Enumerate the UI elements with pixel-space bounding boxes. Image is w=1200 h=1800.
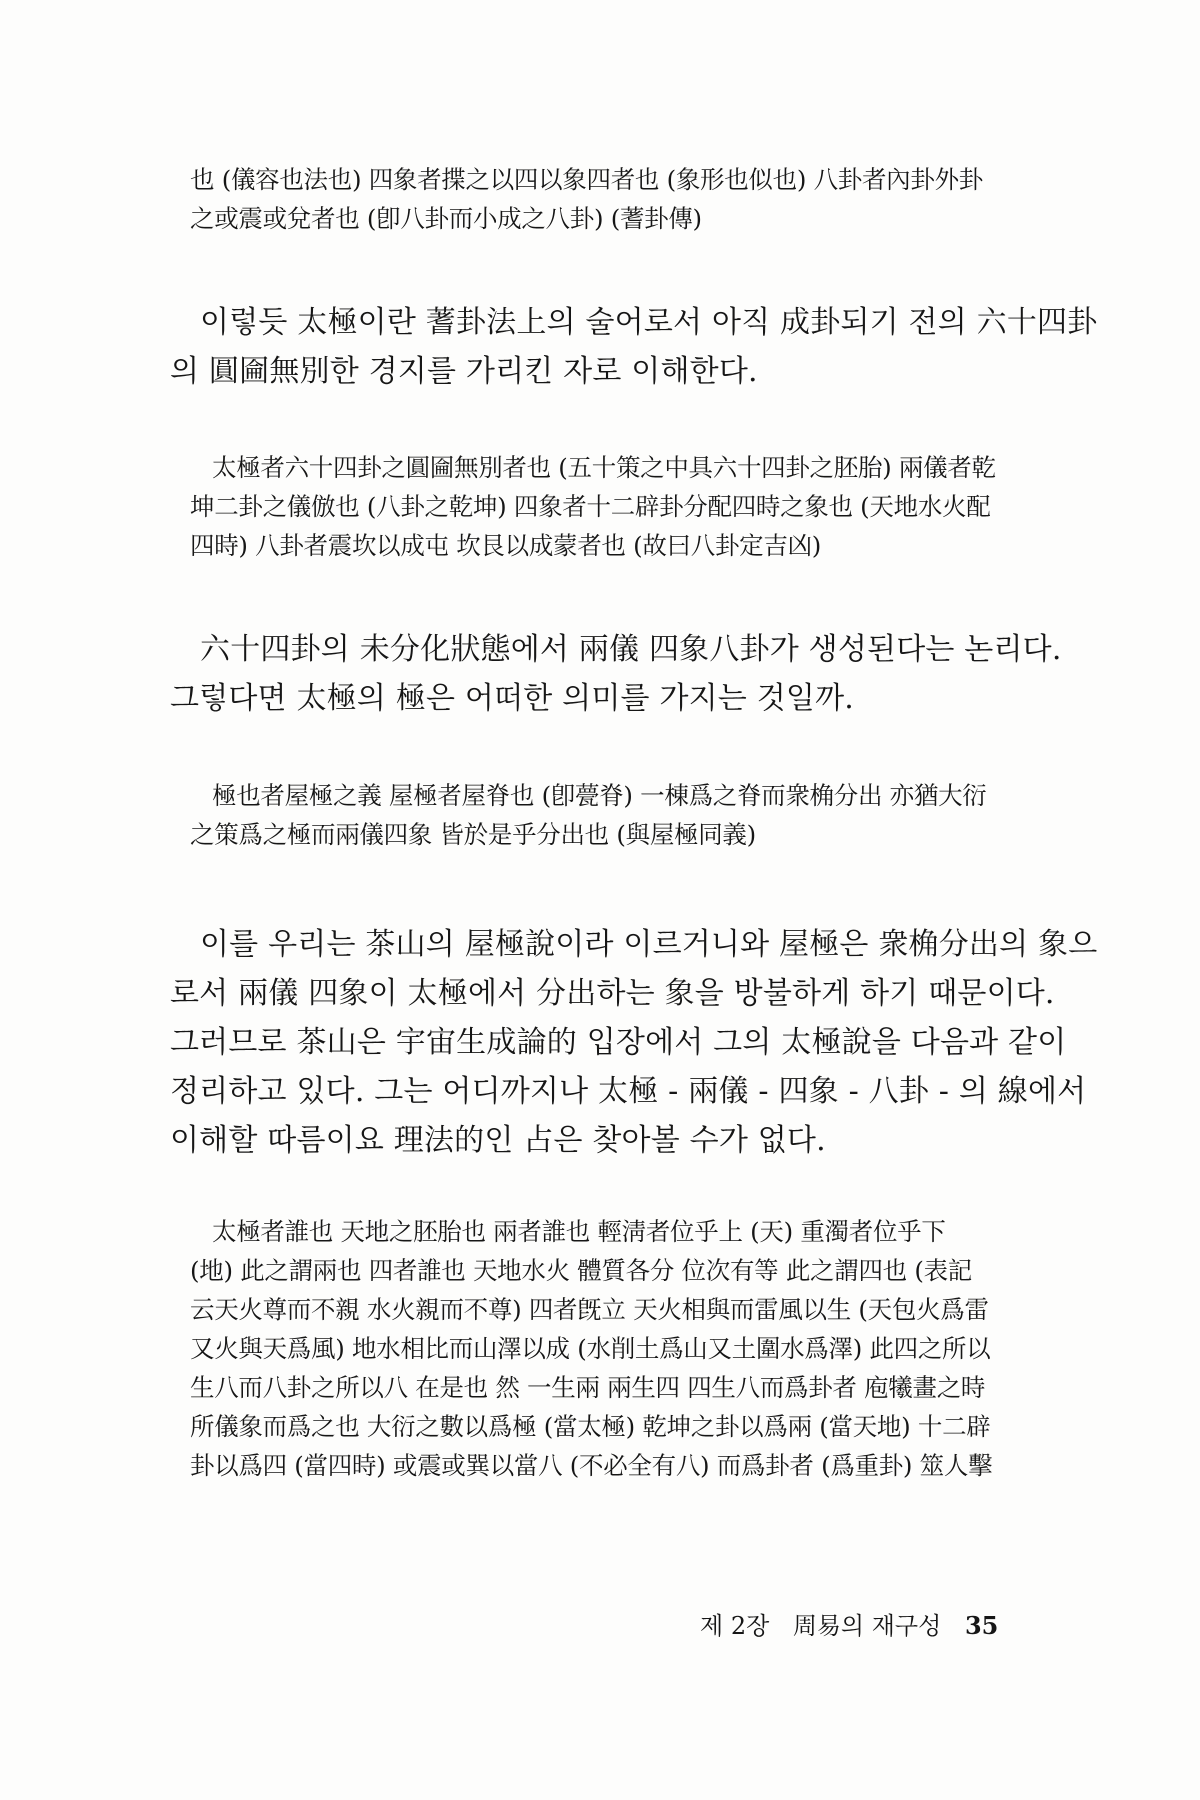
quote-line: 極也者屋極之義 屋極者屋脊也 (卽甍脊) 一棟爲之脊而衆桷分出 亦猶大衍 (212, 781, 987, 810)
classical-quote-1 (190, 160, 1040, 238)
body-paragraph-2 (170, 625, 1062, 723)
paragraph-line: 이를 우리는 茶山의 屋極說이라 이르거니와 屋極은 衆桷分出의 象으 (200, 927, 1098, 962)
paragraph-line: 로서 兩儀 四象이 太極에서 分出하는 象을 방불하게 하기 때문이다. (170, 976, 1055, 1011)
quote-line: 卦以爲四 (當四時) 或震或巽以當八 (不必全有八) 而爲卦者 (爲重卦) 筮人擊 (190, 1451, 993, 1480)
quote-line: 云天火尊而不親 水火親而不尊) 四者旣立 天火相與而雷風以生 (天包火爲雷 (190, 1295, 989, 1324)
quote-line: 又火與天爲風) 地水相比而山澤以成 (水削土爲山又土圍水爲澤) 此四之所以 (190, 1334, 991, 1363)
classical-quote-4 (190, 1212, 1040, 1485)
body-paragraph-3 (170, 920, 1098, 1165)
chapter-label: 제 2장 (700, 1612, 770, 1640)
paragraph-line: 그렇다면 太極의 極은 어떠한 의미를 가지는 것일까. (170, 681, 854, 716)
quote-line: 四時) 八卦者震坎以成屯 坎艮以成蒙者也 (故曰八卦定吉凶) (190, 531, 822, 560)
quote-line: 之或震或兌者也 (卽八卦而小成之八卦) (蓍卦傳) (190, 204, 702, 233)
paragraph-line: 이해할 따름이요 理法的인 占은 찾아볼 수가 없다. (170, 1123, 826, 1158)
quote-line: 坤二卦之儀倣也 (八卦之乾坤) 四象者十二辟卦分配四時之象也 (天地水火配 (190, 492, 991, 521)
page-footer (700, 1606, 998, 1641)
paragraph-line: 그러므로 茶山은 宇宙生成論的 입장에서 그의 太極說을 다음과 같이 (170, 1025, 1067, 1060)
paragraph-line: 六十四卦의 未分化狀態에서 兩儀 四象八卦가 생성된다는 논리다. (200, 632, 1062, 667)
chapter-title: 周易의 재구성 (792, 1612, 942, 1640)
classical-quote-2 (190, 448, 1040, 565)
paragraph-line: 이렇듯 太極이란 蓍卦法上의 술어로서 아직 成卦되기 전의 六十四卦 (200, 305, 1098, 340)
page-number: 35 (964, 1611, 999, 1640)
paragraph-line: 의 圓圇無別한 경지를 가리킨 자로 이해한다. (170, 354, 758, 389)
body-paragraph-1 (170, 298, 1098, 396)
quote-line: 也 (儀容也法也) 四象者揲之以四以象四者也 (象形也似也) 八卦者內卦外卦 (190, 165, 983, 194)
quote-line: (地) 此之謂兩也 四者誰也 天地水火 體質各分 位次有等 此之謂四也 (表記 (190, 1256, 972, 1285)
classical-quote-3 (190, 776, 1040, 854)
quote-line: 生八而八卦之所以八 在是也 然 一生兩 兩生四 四生八而爲卦者 庖犧畫之時 (190, 1373, 986, 1402)
quote-line: 所儀象而爲之也 大衍之數以爲極 (當太極) 乾坤之卦以爲兩 (當天地) 十二辟 (190, 1412, 991, 1441)
paragraph-line: 정리하고 있다. 그는 어디까지나 太極 - 兩儀 - 四象 - 八卦 - 의 線에서 (170, 1074, 1087, 1109)
quote-line: 太極者六十四卦之圓圇無別者也 (五十策之中具六十四卦之胚胎) 兩儀者乾 (212, 453, 996, 482)
quote-line: 之策爲之極而兩儀四象 皆於是乎分出也 (與屋極同義) (190, 820, 756, 849)
quote-line: 太極者誰也 天地之胚胎也 兩者誰也 輕淸者位乎上 (天) 重濁者位乎下 (212, 1217, 946, 1246)
